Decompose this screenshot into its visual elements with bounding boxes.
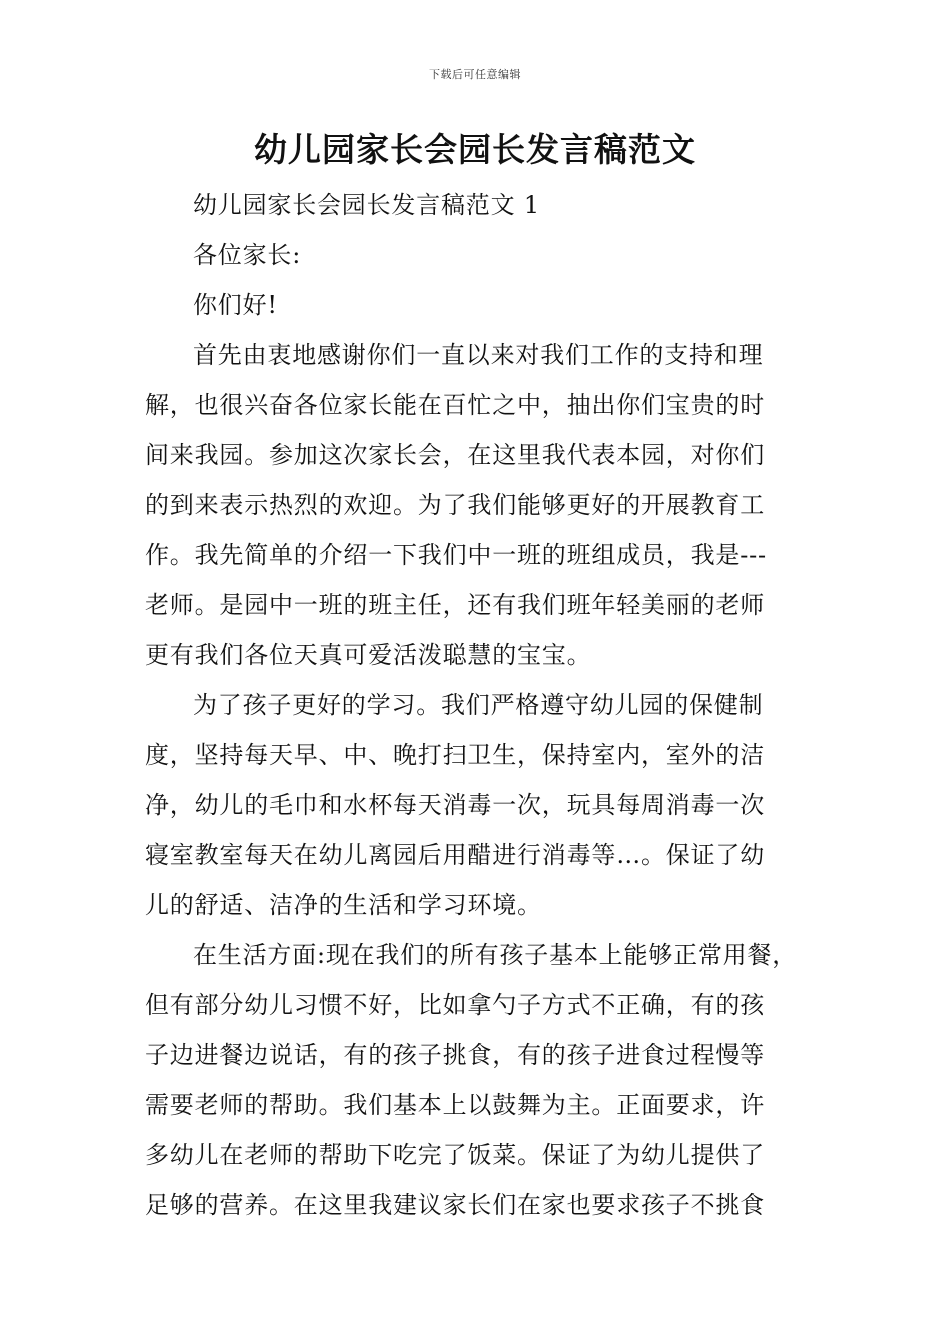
greeting: 你们好!	[193, 291, 278, 319]
header-note: 下载后可任意编辑	[429, 68, 521, 81]
paragraph-daily-life: 在生活方面:现在我们的所有孩子基本上能够正常用餐， 但有部分幼儿习惯不好，比如拿勺子方式不正确，有的孩 子边进餐边说话，有的孩子挑食，有的孩子进食过程慢等 需要老师的帮助。我们基本上以鼓舞为主。正面要求，许 多幼儿在老师的帮助下吃完了饭菜。保证了为幼儿提供了 足够的营养。在这里我建议家长们在家也要求孩子不挑食	[145, 941, 798, 1219]
document-title: 幼儿园家长会园长发言稿范文	[254, 130, 696, 169]
paragraph-intro: 首先由衷地感谢你们一直以来对我们工作的支持和理 解，也很兴奋各位家长能在百忙之中，抽出你们宝贵的时 间来我园。参加这次家长会，在这里我代表本园，对你们 的到来表示热烈的欢迎。为了我们能够更好的开展教育工 作。我先简单的介绍一下我们中一班的班组成员，我是--- 老师。是园中一班的班主任，还有我们班年轻美丽的老师 更有我们各位天真可爱活泼聪慧的宝宝。	[145, 341, 767, 669]
salutation: 各位家长:	[193, 241, 302, 269]
section-heading: 幼儿园家长会园长发言稿范文 1	[193, 191, 540, 219]
document-body	[145, 180, 817, 1230]
paragraph-hygiene: 为了孩子更好的学习。我们严格遵守幼儿园的保健制 度，坚持每天早、中、晚打扫卫生，保持室内，室外的洁 净，幼儿的毛巾和水杯每天消毒一次，玩具每周消毒一次 寝室教室每天在幼儿离园后用醋进行消毒等…。保证了幼 儿的舒适、洁净的生活和学习环境。	[145, 691, 765, 919]
